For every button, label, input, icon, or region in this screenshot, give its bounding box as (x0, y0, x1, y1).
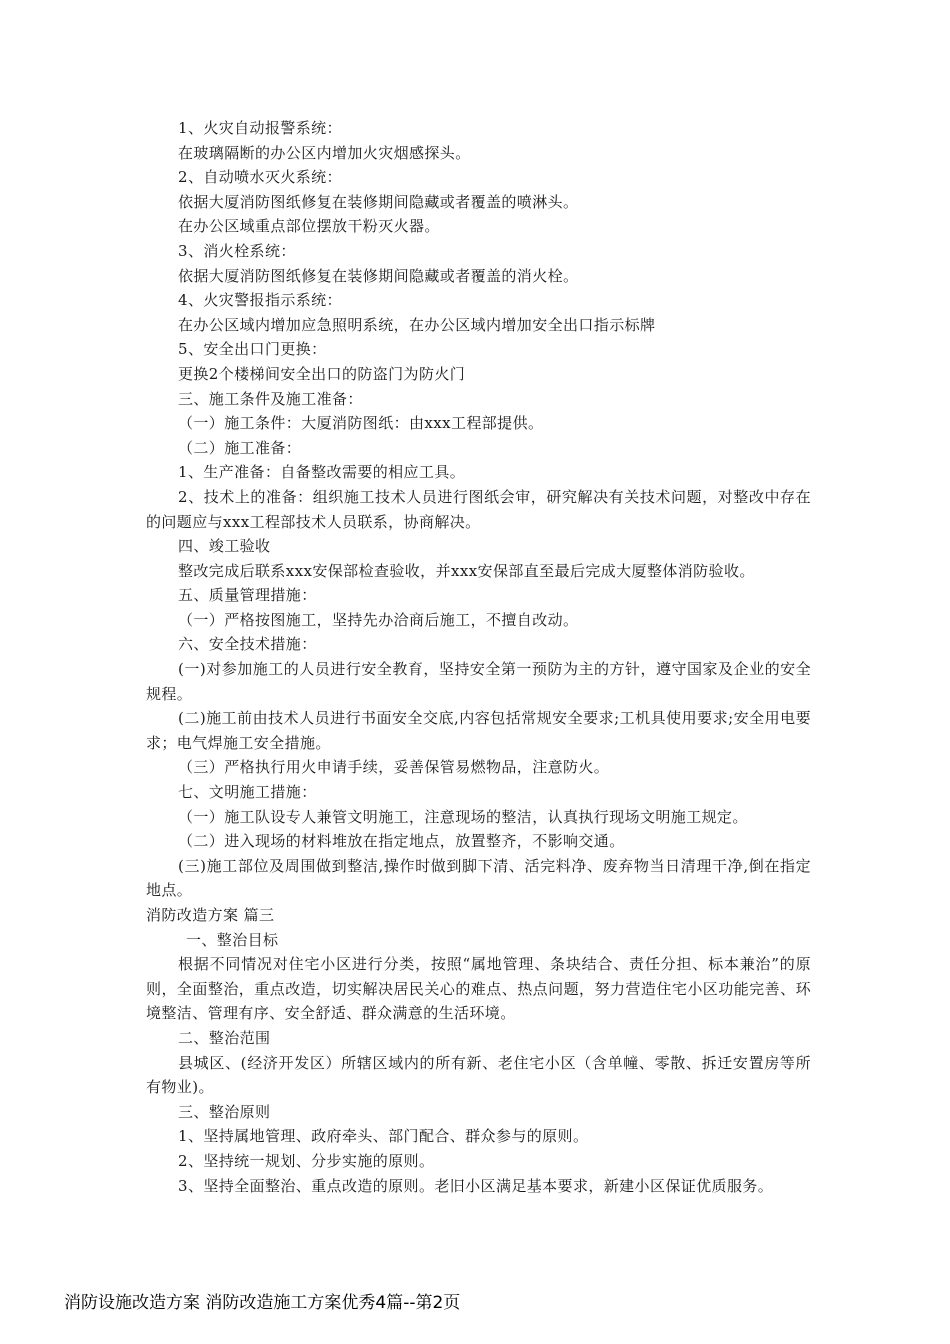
document-paragraph: 更换2个楼梯间安全出口的防盗门为防火门 (178, 364, 466, 383)
document-paragraph: 在办公区域内增加应急照明系统，在办公区域内增加安全出口指示标牌 (178, 315, 656, 334)
document-paragraph: 整改完成后联系xxx安保部检查验收，并xxx安保部直至最后完成大厦整体消防验收。 (178, 561, 755, 580)
document-paragraph: 六、安全技术措施： (178, 635, 317, 654)
document-paragraph: (二)施工前由技术人员进行书面安全交底,内容包括常规安全要求;工机具使用要求;安全用电要求；电气焊施工安全措施。 (146, 709, 811, 752)
document-paragraph: 二、整治范围 (178, 1028, 271, 1047)
document-paragraph: 5、安全出口门更换： (178, 340, 327, 359)
document-paragraph: 3、坚持全面整治、重点改造的原则。老旧小区满足基本要求，新建小区保证优质服务。 (178, 1176, 774, 1195)
document-paragraph: 依据大厦消防图纸修复在装修期间隐藏或者覆盖的喷淋头。 (178, 192, 579, 211)
document-paragraph: (三)施工部位及周围做到整洁,操作时做到脚下清、活完料净、废弃物当日清理干净,倒在指定地点。 (146, 856, 811, 900)
document-paragraph: 县城区、(经济开发区）所辖区域内的所有新、老住宅小区（含单幢、零散、拆迁安置房等所有物业)。 (146, 1053, 811, 1097)
document-paragraph: 消防改造方案 篇三 (146, 906, 275, 924)
document-body (146, 116, 811, 1198)
document-paragraph: （二）进入现场的材料堆放在指定地点，放置整齐，不影响交通。 (178, 832, 625, 851)
document-paragraph: 1、生产准备：自备整改需要的相应工具。 (178, 463, 466, 482)
document-paragraph: 1、火灾自动报警系统： (178, 119, 342, 137)
document-paragraph: 在办公区域重点部位摆放干粉灭火器。 (178, 217, 440, 236)
document-paragraph: (一)对参加施工的人员进行安全教育，坚持安全第一预防为主的方针，遵守国家及企业的安全规程。 (146, 660, 811, 703)
document-paragraph: （一）施工条件：大厦消防图纸：由xxx工程部提供。 (178, 414, 544, 433)
document-paragraph: 四、竣工验收 (178, 537, 271, 556)
document-paragraph: （一）严格按图施工，坚持先办洽商后施工，不擅自改动。 (178, 610, 579, 629)
document-paragraph: 2、技术上的准备：组织施工技术人员进行图纸会审，研究解决有关技术问题，对整改中存在的问题应与xxx工程部技术人员联系，协商解决。 (146, 487, 811, 531)
document-paragraph: 1、坚持属地管理、政府牵头、部门配合、群众参与的原则。 (178, 1127, 589, 1146)
document-paragraph: 根据不同情况对住宅小区进行分类，按照“属地管理、条块结合、责任分担、标本兼治”的原则，全面整治，重点改造，切实解决居民关心的难点、热点问题，努力营造住宅小区功能完善、环境整洁、管理有序、安全舒适、群众满意的生活环境。 (146, 955, 811, 1023)
document-paragraph: （一）施工队设专人兼管文明施工，注意现场的整洁，认真执行现场文明施工规定。 (178, 807, 748, 826)
document-paragraph: 一、整治目标 (186, 930, 279, 949)
document-paragraph: 在玻璃隔断的办公区内增加火灾烟感探头。 (178, 143, 471, 162)
document-paragraph: 三、整治原则 (178, 1102, 271, 1121)
document-paragraph: 五、质量管理措施： (178, 586, 317, 605)
document-paragraph: （二）施工准备： (178, 438, 302, 457)
page-footer: 消防设施改造方案 消防改造施工方案优秀4篇--第2页 (64, 1293, 461, 1313)
document-paragraph: 4、火灾警报指示系统： (178, 291, 342, 310)
document-paragraph: 2、自动喷水灭火系统： (178, 168, 342, 187)
document-paragraph: 三、施工条件及施工准备： (178, 389, 363, 408)
document-paragraph: 2、坚持统一规划、分步实施的原则。 (178, 1151, 435, 1170)
document-paragraph: 七、文明施工措施： (178, 783, 317, 802)
document-paragraph: （三）严格执行用火申请手续，妥善保管易燃物品，注意防火。 (178, 758, 610, 777)
document-paragraph: 3、消火栓系统： (178, 241, 296, 260)
document-paragraph: 依据大厦消防图纸修复在装修期间隐藏或者覆盖的消火栓。 (178, 266, 579, 285)
